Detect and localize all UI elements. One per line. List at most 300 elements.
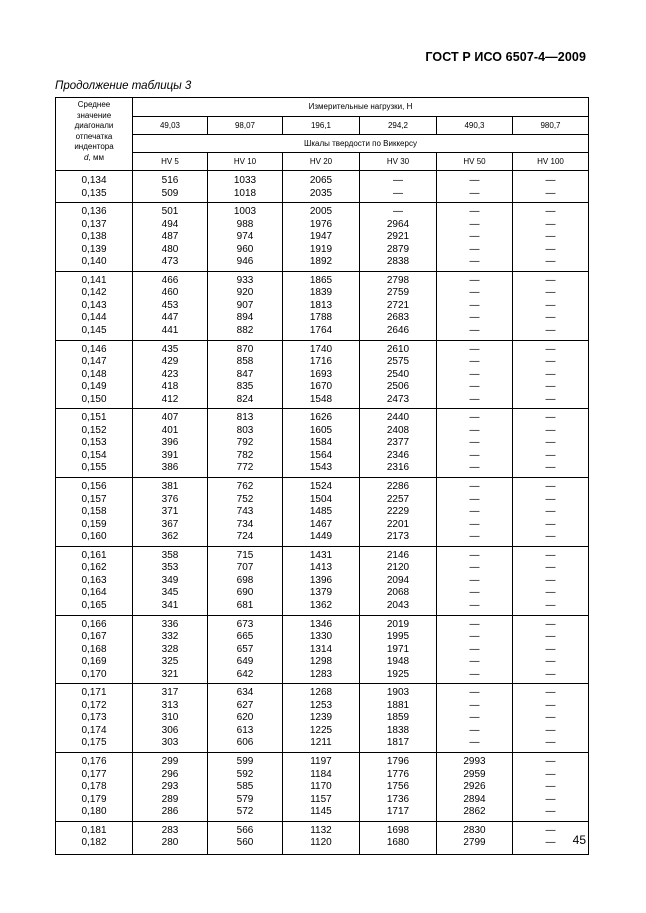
hardness-cell: 1903 bbox=[360, 684, 437, 700]
hardness-cell: 824 bbox=[208, 394, 283, 409]
table-row bbox=[56, 203, 589, 219]
hardness-cell: — bbox=[513, 450, 589, 463]
diagonal-cell: 0,143 bbox=[56, 300, 133, 313]
hardness-cell: 1859 bbox=[360, 712, 437, 725]
hardness-cell: — bbox=[513, 631, 589, 644]
hardness-cell: — bbox=[513, 700, 589, 713]
hardness-cell: — bbox=[513, 794, 589, 807]
table-row bbox=[56, 409, 589, 425]
hardness-cell: 286 bbox=[133, 806, 208, 821]
hardness-cell: 280 bbox=[133, 837, 208, 854]
table-row bbox=[56, 794, 589, 807]
hardness-cell: 2721 bbox=[360, 300, 437, 313]
diagonal-cell: 0,159 bbox=[56, 519, 133, 532]
hardness-cell: 620 bbox=[208, 712, 283, 725]
hardness-cell: 715 bbox=[208, 546, 283, 562]
hardness-cell: 634 bbox=[208, 684, 283, 700]
table-row bbox=[56, 781, 589, 794]
hardness-cell: 371 bbox=[133, 506, 208, 519]
hardness-cell: — bbox=[513, 615, 589, 631]
hardness-cell: — bbox=[437, 244, 513, 257]
hardness-cell: 2683 bbox=[360, 312, 437, 325]
hardness-cell: 441 bbox=[133, 325, 208, 340]
hardness-cell: 376 bbox=[133, 494, 208, 507]
table-row bbox=[56, 437, 589, 450]
diagonal-cell: 0,177 bbox=[56, 769, 133, 782]
diagonal-cell: 0,134 bbox=[56, 171, 133, 188]
table-row bbox=[56, 462, 589, 477]
hardness-cell: 2257 bbox=[360, 494, 437, 507]
hardness-cell: 2799 bbox=[437, 837, 513, 854]
hardness-cell: — bbox=[513, 669, 589, 684]
diagonal-cell: 0,174 bbox=[56, 725, 133, 738]
hardness-cell: 1740 bbox=[283, 340, 360, 356]
table-row bbox=[56, 244, 589, 257]
diagonal-cell: 0,156 bbox=[56, 478, 133, 494]
hardness-cell: — bbox=[437, 562, 513, 575]
hardness-cell: 516 bbox=[133, 171, 208, 188]
hardness-cell: — bbox=[437, 506, 513, 519]
hardness-cell: 509 bbox=[133, 188, 208, 203]
hardness-cell: 1865 bbox=[283, 271, 360, 287]
hardness-cell: — bbox=[437, 203, 513, 219]
hardness-cell: 1362 bbox=[283, 600, 360, 615]
hardness-cell: — bbox=[437, 219, 513, 232]
hardness-cell: — bbox=[513, 821, 589, 837]
hardness-cell: 367 bbox=[133, 519, 208, 532]
table-row bbox=[56, 806, 589, 821]
hardness-cell: 349 bbox=[133, 575, 208, 588]
hardness-cell: 649 bbox=[208, 656, 283, 669]
hardness-cell: 1431 bbox=[283, 546, 360, 562]
hardness-cell: 1564 bbox=[283, 450, 360, 463]
hardness-cell: 2035 bbox=[283, 188, 360, 203]
hardness-cell: 657 bbox=[208, 644, 283, 657]
diagonal-cell: 0,163 bbox=[56, 575, 133, 588]
hardness-cell: 673 bbox=[208, 615, 283, 631]
scale-header-cell: HV 100 bbox=[513, 153, 589, 171]
hardness-cell: — bbox=[437, 425, 513, 438]
hardness-cell: 681 bbox=[208, 600, 283, 615]
hardness-cell: — bbox=[437, 171, 513, 188]
diagonal-cell: 0,161 bbox=[56, 546, 133, 562]
hardness-cell: — bbox=[437, 519, 513, 532]
hardness-cell: 882 bbox=[208, 325, 283, 340]
table-row bbox=[56, 394, 589, 409]
table-row bbox=[56, 450, 589, 463]
hardness-cell: — bbox=[513, 340, 589, 356]
hardness-cell: 566 bbox=[208, 821, 283, 837]
hardness-cell: 782 bbox=[208, 450, 283, 463]
diagonal-cell: 0,173 bbox=[56, 712, 133, 725]
hardness-cell: 494 bbox=[133, 219, 208, 232]
hardness-cell: — bbox=[437, 369, 513, 382]
hardness-cell: 1948 bbox=[360, 656, 437, 669]
hardness-cell: 1716 bbox=[283, 356, 360, 369]
hardness-cell: — bbox=[437, 231, 513, 244]
hardness-cell: — bbox=[513, 684, 589, 700]
hardness-cell: 2894 bbox=[437, 794, 513, 807]
diagonal-cell: 0,178 bbox=[56, 781, 133, 794]
diagonal-cell: 0,135 bbox=[56, 188, 133, 203]
hardness-cell: — bbox=[437, 450, 513, 463]
hardness-cell: 1253 bbox=[283, 700, 360, 713]
hardness-cell: 2019 bbox=[360, 615, 437, 631]
table-row bbox=[56, 369, 589, 382]
diagonal-cell: 0,138 bbox=[56, 231, 133, 244]
hardness-cell: 707 bbox=[208, 562, 283, 575]
table-row bbox=[56, 656, 589, 669]
diagonal-unit: , мм bbox=[88, 152, 104, 162]
hardness-cell: — bbox=[513, 300, 589, 313]
hardness-cell: 2120 bbox=[360, 562, 437, 575]
diagonal-cell: 0,154 bbox=[56, 450, 133, 463]
diagonal-cell: 0,166 bbox=[56, 615, 133, 631]
hardness-cell: — bbox=[437, 381, 513, 394]
hardness-cell: 1584 bbox=[283, 437, 360, 450]
hardness-cell: 792 bbox=[208, 437, 283, 450]
hardness-cell: 1239 bbox=[283, 712, 360, 725]
diagonal-cell: 0,165 bbox=[56, 600, 133, 615]
hardness-cell: 1379 bbox=[283, 587, 360, 600]
hardness-cell: 1314 bbox=[283, 644, 360, 657]
hardness-cell: 2879 bbox=[360, 244, 437, 257]
hardness-cell: — bbox=[513, 244, 589, 257]
hardness-cell: 501 bbox=[133, 203, 208, 219]
diagonal-cell: 0,171 bbox=[56, 684, 133, 700]
hardness-cell: 2043 bbox=[360, 600, 437, 615]
hardness-cell: — bbox=[513, 356, 589, 369]
corner-line: значение bbox=[76, 110, 112, 120]
diagonal-cell: 0,141 bbox=[56, 271, 133, 287]
hardness-cell: — bbox=[513, 425, 589, 438]
corner-unit-line bbox=[56, 153, 132, 164]
hardness-cell: 1693 bbox=[283, 369, 360, 382]
hardness-cell: 345 bbox=[133, 587, 208, 600]
diagonal-cell: 0,146 bbox=[56, 340, 133, 356]
load-header-cell: 490,3 bbox=[437, 117, 513, 135]
diagonal-cell: 0,175 bbox=[56, 737, 133, 752]
hardness-cell: 2830 bbox=[437, 821, 513, 837]
row-group bbox=[56, 478, 589, 547]
hardness-cell: 1698 bbox=[360, 821, 437, 837]
hardness-cell: 296 bbox=[133, 769, 208, 782]
table-row bbox=[56, 381, 589, 394]
table-row bbox=[56, 669, 589, 684]
corner-line: отпечатка bbox=[75, 131, 113, 141]
hardness-cell: 1346 bbox=[283, 615, 360, 631]
hardness-cell: 1796 bbox=[360, 752, 437, 768]
hardness-cell: — bbox=[513, 781, 589, 794]
diagonal-symbol: d bbox=[84, 152, 89, 162]
hardness-cell: 2540 bbox=[360, 369, 437, 382]
hardness-cell: — bbox=[513, 287, 589, 300]
hardness-cell: 585 bbox=[208, 781, 283, 794]
hardness-cell: — bbox=[437, 546, 513, 562]
hardness-cell: 473 bbox=[133, 256, 208, 271]
hardness-cell: 332 bbox=[133, 631, 208, 644]
hardness-cell: 2921 bbox=[360, 231, 437, 244]
hardness-cell: 1764 bbox=[283, 325, 360, 340]
hardness-cell: 447 bbox=[133, 312, 208, 325]
table-row bbox=[56, 712, 589, 725]
hardness-cell: — bbox=[513, 531, 589, 546]
diagonal-cell: 0,168 bbox=[56, 644, 133, 657]
hardness-cell: 1524 bbox=[283, 478, 360, 494]
hardness-cell: — bbox=[437, 615, 513, 631]
hardness-cell: 2068 bbox=[360, 587, 437, 600]
table-caption: Продолжение таблицы 3 bbox=[55, 80, 192, 92]
row-group bbox=[56, 546, 589, 615]
scale-header-cell: HV 50 bbox=[437, 153, 513, 171]
diagonal-cell: 0,169 bbox=[56, 656, 133, 669]
table-row bbox=[56, 684, 589, 700]
hardness-cell: 960 bbox=[208, 244, 283, 257]
hardness-cell: 1995 bbox=[360, 631, 437, 644]
hardness-cell: 690 bbox=[208, 587, 283, 600]
hardness-cell: 933 bbox=[208, 271, 283, 287]
table-row bbox=[56, 562, 589, 575]
scale-header-cell: HV 10 bbox=[208, 153, 283, 171]
hardness-cell: 1919 bbox=[283, 244, 360, 257]
table-row bbox=[56, 821, 589, 837]
hardness-cell: 321 bbox=[133, 669, 208, 684]
hardness-cell: — bbox=[513, 562, 589, 575]
hardness-cell: 2173 bbox=[360, 531, 437, 546]
hardness-cell: — bbox=[437, 312, 513, 325]
hardness-cell: 303 bbox=[133, 737, 208, 752]
hardness-cell: 974 bbox=[208, 231, 283, 244]
hardness-cell: — bbox=[437, 587, 513, 600]
hardness-cell: — bbox=[437, 494, 513, 507]
corner-line: диагонали bbox=[74, 121, 114, 130]
hardness-cell: 2065 bbox=[283, 171, 360, 188]
hardness-cell: 2005 bbox=[283, 203, 360, 219]
hardness-cell: 328 bbox=[133, 644, 208, 657]
hardness-cell: 1717 bbox=[360, 806, 437, 821]
hardness-cell: 1298 bbox=[283, 656, 360, 669]
hardness-cell: 1120 bbox=[283, 837, 360, 854]
diagonal-cell: 0,145 bbox=[56, 325, 133, 340]
hardness-cell: — bbox=[513, 478, 589, 494]
hardness-cell: — bbox=[437, 737, 513, 752]
hardness-cell: 1170 bbox=[283, 781, 360, 794]
table-row bbox=[56, 615, 589, 631]
hardness-cell: 1605 bbox=[283, 425, 360, 438]
hardness-cell: 572 bbox=[208, 806, 283, 821]
diagonal-cell: 0,181 bbox=[56, 821, 133, 837]
hardness-cell: — bbox=[437, 437, 513, 450]
diagonal-cell: 0,151 bbox=[56, 409, 133, 425]
hardness-cell: 920 bbox=[208, 287, 283, 300]
table-row bbox=[56, 494, 589, 507]
document-header: ГОСТ Р ИСО 6507-4—2009 bbox=[425, 50, 586, 64]
table-row bbox=[56, 519, 589, 532]
hardness-cell: 313 bbox=[133, 700, 208, 713]
load-header-cell: 294,2 bbox=[360, 117, 437, 135]
hardness-cell: 803 bbox=[208, 425, 283, 438]
hardness-cell: 412 bbox=[133, 394, 208, 409]
scales-title: Шкалы твердости по Виккерсу bbox=[133, 135, 589, 153]
hardness-cell: — bbox=[513, 546, 589, 562]
loads-row bbox=[56, 117, 589, 135]
hardness-cell: — bbox=[513, 312, 589, 325]
table-row bbox=[56, 287, 589, 300]
hardness-cell: — bbox=[513, 325, 589, 340]
hardness-cell: 907 bbox=[208, 300, 283, 313]
hardness-cell: 418 bbox=[133, 381, 208, 394]
hardness-cell: 613 bbox=[208, 725, 283, 738]
hardness-cell: — bbox=[437, 340, 513, 356]
hardness-cell: 381 bbox=[133, 478, 208, 494]
hardness-cell: — bbox=[437, 287, 513, 300]
hardness-cell: 988 bbox=[208, 219, 283, 232]
hardness-cell: — bbox=[513, 644, 589, 657]
loads-title: Измерительные нагрузки, Н bbox=[133, 98, 589, 117]
hardness-cell: 1947 bbox=[283, 231, 360, 244]
hardness-cell: — bbox=[437, 256, 513, 271]
hardness-cell: — bbox=[513, 369, 589, 382]
hardness-cell: 1788 bbox=[283, 312, 360, 325]
table-row bbox=[56, 700, 589, 713]
table-row bbox=[56, 171, 589, 188]
hardness-cell: 2798 bbox=[360, 271, 437, 287]
table-row bbox=[56, 478, 589, 494]
hardness-cell: 1197 bbox=[283, 752, 360, 768]
row-group bbox=[56, 684, 589, 753]
hardness-cell: 560 bbox=[208, 837, 283, 854]
diagonal-cell: 0,142 bbox=[56, 287, 133, 300]
load-header-cell: 49,03 bbox=[133, 117, 208, 135]
hardness-cell: 1157 bbox=[283, 794, 360, 807]
hardness-cell: 606 bbox=[208, 737, 283, 752]
hardness-cell: 466 bbox=[133, 271, 208, 287]
hardness-cell: 1548 bbox=[283, 394, 360, 409]
hardness-cell: — bbox=[513, 737, 589, 752]
hardness-cell: — bbox=[513, 806, 589, 821]
hardness-cell: 1976 bbox=[283, 219, 360, 232]
hardness-cell: — bbox=[437, 409, 513, 425]
hardness-cell: — bbox=[437, 600, 513, 615]
table-row bbox=[56, 188, 589, 203]
hardness-cell: — bbox=[513, 256, 589, 271]
hardness-cell: 1680 bbox=[360, 837, 437, 854]
hardness-cell: 386 bbox=[133, 462, 208, 477]
hardness-cell: 599 bbox=[208, 752, 283, 768]
hardness-cell: 1485 bbox=[283, 506, 360, 519]
row-group bbox=[56, 752, 589, 821]
hardness-cell: 1504 bbox=[283, 494, 360, 507]
hardness-cell: 2377 bbox=[360, 437, 437, 450]
table-row bbox=[56, 644, 589, 657]
hardness-cell: 310 bbox=[133, 712, 208, 725]
hardness-cell: 1736 bbox=[360, 794, 437, 807]
hardness-cell: — bbox=[513, 725, 589, 738]
table-row bbox=[56, 837, 589, 854]
corner-line: индентора bbox=[74, 142, 114, 151]
table-row bbox=[56, 231, 589, 244]
diagonal-cell: 0,155 bbox=[56, 462, 133, 477]
table-row bbox=[56, 546, 589, 562]
hardness-cell: 1033 bbox=[208, 171, 283, 188]
hardness-cell: 762 bbox=[208, 478, 283, 494]
diagonal-cell: 0,149 bbox=[56, 381, 133, 394]
hardness-cell: — bbox=[513, 231, 589, 244]
hardness-cell: 752 bbox=[208, 494, 283, 507]
hardness-cell: 336 bbox=[133, 615, 208, 631]
hardness-cell: 306 bbox=[133, 725, 208, 738]
diagonal-cell: 0,172 bbox=[56, 700, 133, 713]
hardness-cell: — bbox=[360, 171, 437, 188]
hardness-cell: 2316 bbox=[360, 462, 437, 477]
table-row bbox=[56, 631, 589, 644]
table-row bbox=[56, 506, 589, 519]
hardness-cell: 2993 bbox=[437, 752, 513, 768]
scales-row bbox=[56, 153, 589, 171]
hardness-cell: 391 bbox=[133, 450, 208, 463]
diagonal-cell: 0,147 bbox=[56, 356, 133, 369]
hardness-cell: 1449 bbox=[283, 531, 360, 546]
hardness-cell: — bbox=[437, 325, 513, 340]
page-number: 45 bbox=[572, 833, 586, 847]
hardness-cell: 2575 bbox=[360, 356, 437, 369]
hardness-cell: 665 bbox=[208, 631, 283, 644]
table-row bbox=[56, 219, 589, 232]
hardness-cell: 1892 bbox=[283, 256, 360, 271]
hardness-cell: — bbox=[437, 684, 513, 700]
table-row bbox=[56, 340, 589, 356]
hardness-cell: 1330 bbox=[283, 631, 360, 644]
hardness-cell: — bbox=[513, 271, 589, 287]
hardness-cell: — bbox=[513, 575, 589, 588]
hardness-cell: — bbox=[437, 631, 513, 644]
hardness-cell: — bbox=[513, 752, 589, 768]
hardness-cell: 870 bbox=[208, 340, 283, 356]
hardness-cell: — bbox=[437, 712, 513, 725]
diagonal-cell: 0,150 bbox=[56, 394, 133, 409]
hardness-cell: 1813 bbox=[283, 300, 360, 313]
hardness-cell: 401 bbox=[133, 425, 208, 438]
hardness-cell: 894 bbox=[208, 312, 283, 325]
table-row bbox=[56, 256, 589, 271]
hardness-cell: — bbox=[513, 600, 589, 615]
table-row bbox=[56, 769, 589, 782]
diagonal-cell: 0,137 bbox=[56, 219, 133, 232]
hardness-cell: 2286 bbox=[360, 478, 437, 494]
hardness-cell: 772 bbox=[208, 462, 283, 477]
hardness-cell: 435 bbox=[133, 340, 208, 356]
diagonal-cell: 0,167 bbox=[56, 631, 133, 644]
hardness-cell: — bbox=[513, 437, 589, 450]
hardness-cell: 1925 bbox=[360, 669, 437, 684]
hardness-cell: — bbox=[437, 462, 513, 477]
scale-header-cell: HV 30 bbox=[360, 153, 437, 171]
hardness-table bbox=[55, 97, 589, 855]
diagonal-cell: 0,152 bbox=[56, 425, 133, 438]
hardness-cell: 1543 bbox=[283, 462, 360, 477]
diagonal-cell: 0,179 bbox=[56, 794, 133, 807]
hardness-cell: 396 bbox=[133, 437, 208, 450]
hardness-cell: — bbox=[513, 769, 589, 782]
hardness-cell: 480 bbox=[133, 244, 208, 257]
hardness-cell: — bbox=[360, 188, 437, 203]
diagonal-cell: 0,160 bbox=[56, 531, 133, 546]
hardness-cell: — bbox=[437, 656, 513, 669]
table-row bbox=[56, 531, 589, 546]
hardness-cell: 317 bbox=[133, 684, 208, 700]
hardness-cell: 2759 bbox=[360, 287, 437, 300]
table-row bbox=[56, 425, 589, 438]
